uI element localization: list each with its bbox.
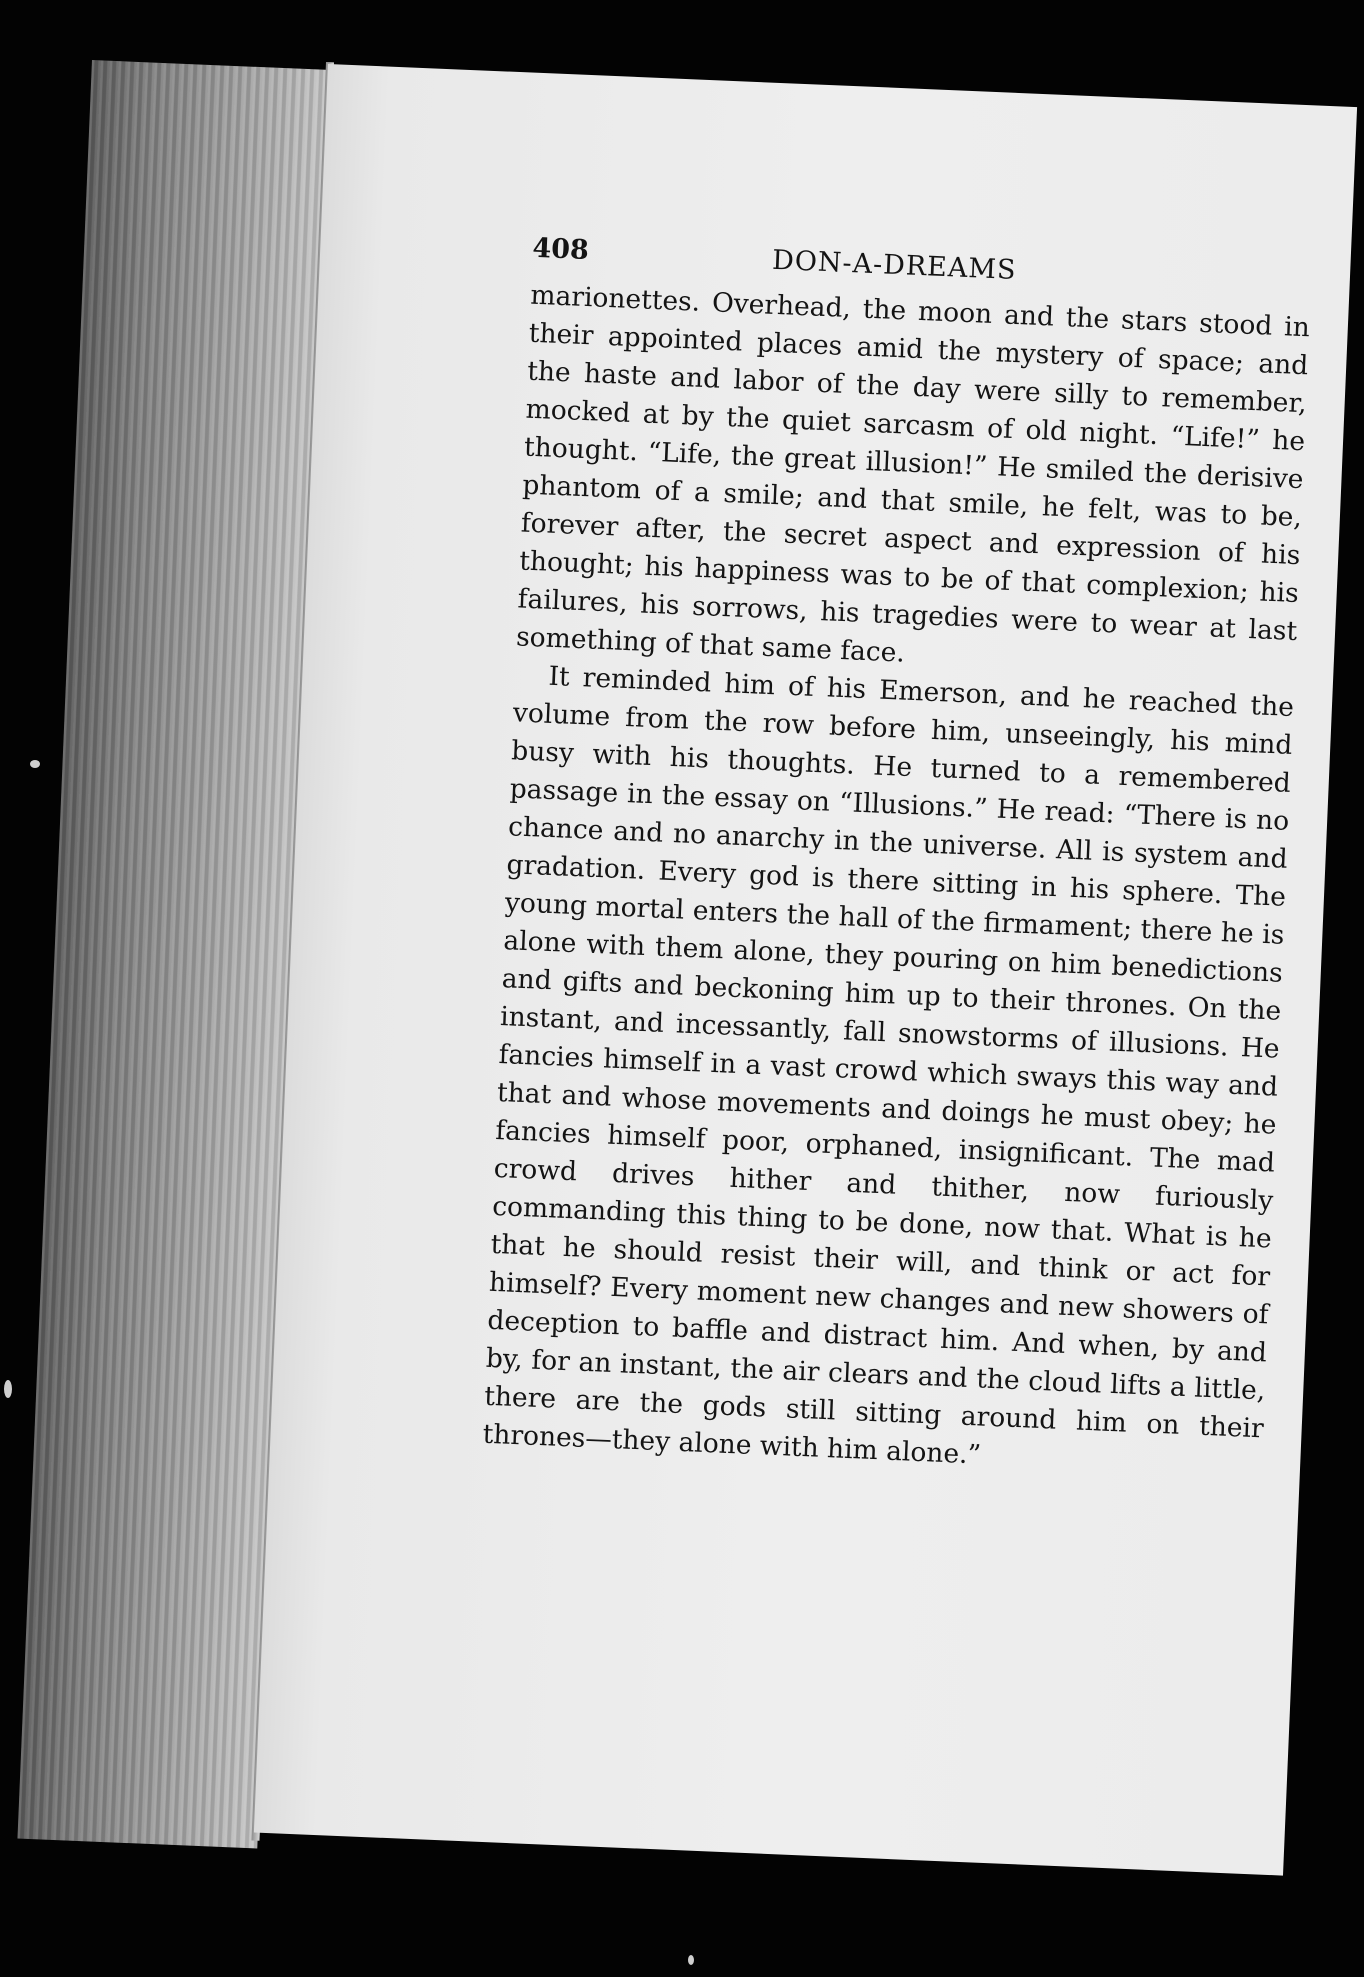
paragraph-2: It reminded him of his Emerson, and he reached the volume from the row before him, unseeingly, his mind busy with his thoughts. He turned to a remembered passage in the essay on “Illusions.” He read: “There is no chance and no anarchy in the universe. All is system and gradation. Every god is there sitting in his sphere. The young mortal enters the hall of the firmament; there he is alone with them alone, they pouring on him benedictions and gifts and beckoning him up to their thrones. On the instant, and incessantly, fall snowstorms of illusions. He fancies himself in a vast crowd which sways this way and that and whose movements and doings he must obey; he fancies himself poor, orphaned, insignificant. The mad crowd drives hither and thither, now furiously commanding this thing to be done, now that. What is he that he should resist their will, and think or act for himself? Every moment new changes and new showers of deception to baffle and distract him. And when, by and by, for an instant, the air clears and the cloud lifts a little, there are the gods still sitting around him on their thrones—they alone with him alone.” bbox=[482, 660, 1295, 1471]
page-content bbox=[482, 233, 1312, 1487]
book-page bbox=[254, 64, 1357, 1876]
page-number: 408 bbox=[531, 232, 590, 267]
running-title: DON-A-DREAMS bbox=[771, 244, 1018, 286]
dust-speck bbox=[4, 1380, 12, 1398]
paragraph-1: marionettes. Overhead, the moon and the stars stood in their appointed places amid the mystery of space; and the haste and labor of the day were silly to remember, mocked at by the quiet sarcasm of old night. “Life!” he thought. “Life, the great illusion!” He smiled the derisive phantom of a smile; and that smile, he felt, was to be, forever after, the secret aspect and expression of his thought; his happiness was to be of that complexion; his failures, his sorrows, his tragedies were to wear at last something of that same face. bbox=[515, 279, 1311, 669]
dust-speck bbox=[688, 1955, 694, 1965]
dust-speck bbox=[30, 760, 40, 768]
